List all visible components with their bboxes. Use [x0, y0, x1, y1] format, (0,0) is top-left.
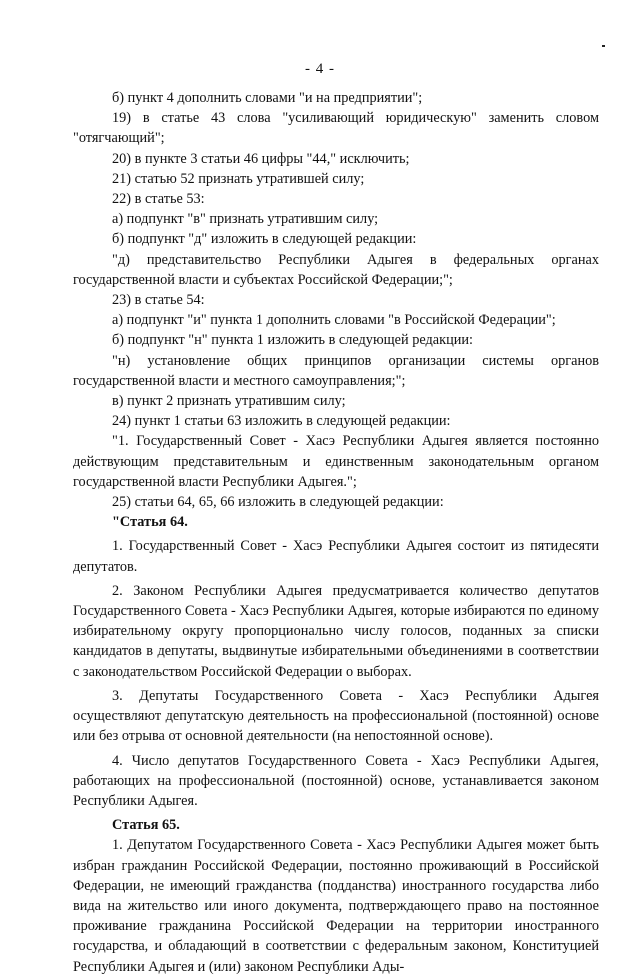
paragraph-item23-b: б) подпункт "н" пункта 1 изложить в следующей редакции: [112, 332, 474, 349]
article-64-heading: "Статья 64. [112, 514, 188, 531]
paragraph-item23: 23) в статье 54: [112, 292, 205, 309]
document-body [73, 88, 599, 977]
paragraph-item22-b: б) подпункт "д" изложить в следующей редакции: [112, 231, 417, 248]
paragraph-item23-n-text: "н) установление общих принципов организации системы органов государственной власти и местного самоуправления;"; [73, 352, 599, 389]
paragraph-item22-a: а) подпункт "в" признать утратившим силу; [112, 211, 379, 228]
paragraph-item23-a: а) подпункт "и" пункта 1 дополнить словами "в Российской Федерации"; [112, 312, 556, 329]
paragraph-item20: 20) в пункте 3 статьи 46 цифры "44," исключить; [112, 150, 410, 167]
article-64-clause-1: 1. Государственный Совет - Хасэ Республики Адыгея состоит из пятидесяти депутатов. [73, 538, 599, 575]
paragraph-item19: 19) в статье 43 слова "усиливающий юридическую" заменить словом "отягчающий"; [73, 110, 599, 147]
paragraph-item24: 24) пункт 1 статьи 63 изложить в следующей редакции: [112, 413, 451, 430]
paragraph-item25: 25) статьи 64, 65, 66 изложить в следующей редакции: [112, 494, 444, 511]
paragraph-item23-v: в) пункт 2 признать утратившим силу; [112, 393, 346, 410]
article-65-heading: Статья 65. [112, 817, 180, 834]
paragraph-item24-text: "1. Государственный Совет - Хасэ Республики Адыгея является постоянно действующим представительным и единственным законодательным органом государственной власти Республики Адыгея."; [73, 433, 599, 490]
article-64-clause-2: 2. Законом Республики Адыгея предусматривается количество депутатов Государственного Совета - Хасэ Республики Адыгея, которые избираются по единому избирательному округу пропорционально числу голосов, поданных за списки кандидатов в депутаты, выдвинутые избирательными объединениями в соответствии с законодательством Российской Федерации о выборах. [73, 582, 599, 680]
paragraph-item21: 21) статью 52 признать утратившей силу; [112, 170, 365, 187]
paragraph-amend-b-item4: б) пункт 4 дополнить словами "и на предприятии"; [112, 90, 423, 106]
article-64-clause-4: 4. Число депутатов Государственного Совета - Хасэ Республики Адыгея, работающих на профессиональной (постоянной) основе, устанавливается законом Республики Адыгея. [73, 752, 599, 809]
scan-speck [602, 45, 605, 47]
paragraph-item22-d-text: "д) представительство Республики Адыгея в федеральных органах государственной власти и субъектах Российской Федерации;"; [73, 251, 599, 288]
paragraph-item22: 22) в статье 53: [112, 191, 205, 208]
article-64-clause-3: 3. Депутаты Государственного Совета - Хасэ Республики Адыгея осуществляют депутатскую деятельность на профессиональной (постоянной) основе или без отрыва от основной деятельности (на непостоянной основе). [73, 687, 599, 745]
article-65-clause-1: 1. Депутатом Государственного Совета - Хасэ Республики Адыгея может быть избран гражданин Российской Федерации, постоянно проживающий в Российской Федерации, не имеющий гражданства (подданства) иностранного государства либо вида на жительство или иного документа, подтверждающего право на постоянное проживание гражданина Российской Федерации на территории иностранного государства, и обладающий в соответствии с федеральным законом, Конституцией Республики Адыгея и (или) законом Республики Ады- [73, 837, 599, 975]
page-number: - 4 - [305, 61, 335, 77]
